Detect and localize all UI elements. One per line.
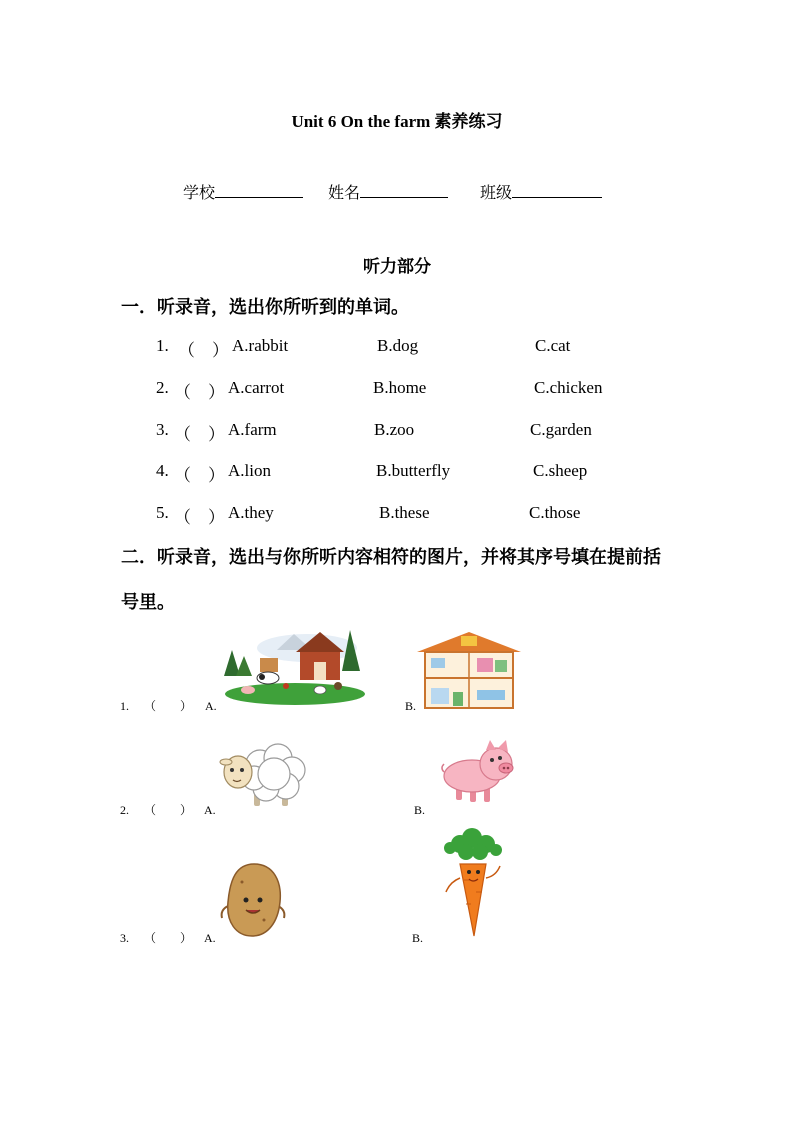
list-item-number: 3. — [156, 420, 169, 439]
school-label: 学校 — [183, 185, 216, 202]
option-a: A.farm — [228, 420, 277, 439]
section-title: 听力部分 — [363, 257, 431, 276]
option-a-label: A. — [204, 931, 216, 945]
list-item-number: 4. — [156, 461, 169, 480]
name-field[interactable] — [328, 180, 448, 203]
part2-heading-line2: 号里。 — [121, 592, 175, 612]
part2-heading-line1: 二．听录音，选出与你所听内容相符的图片，并将其序号填在提前括 — [121, 547, 661, 567]
option-a: A.rabbit — [232, 336, 289, 355]
row-number: 2. — [120, 803, 129, 817]
option-a-label: A. — [204, 803, 216, 817]
list-item-number: 5. — [156, 503, 169, 522]
option-b: B.dog — [377, 336, 419, 355]
option-a-label: A. — [205, 699, 217, 713]
list-item-number: 1. — [156, 336, 169, 355]
answer-paren[interactable]: （ ） — [174, 383, 225, 402]
answer-paren[interactable]: （ ） — [144, 699, 193, 713]
option-c: C.garden — [530, 420, 592, 439]
option-c: C.those — [529, 503, 581, 522]
option-b: B.butterfly — [376, 461, 451, 480]
class-label: 班级 — [480, 185, 513, 202]
potato-picture[interactable] — [216, 860, 292, 940]
option-b: B.zoo — [374, 420, 415, 439]
option-a: A.they — [228, 503, 274, 522]
farm-scene-picture[interactable] — [222, 626, 368, 706]
option-b-label: B. — [414, 803, 426, 817]
option-b: B.home — [373, 378, 427, 397]
school-field[interactable] — [183, 180, 303, 203]
option-a: A.carrot — [228, 378, 285, 397]
option-b-label: B. — [412, 931, 424, 945]
option-c: C.cat — [535, 336, 571, 355]
option-b-label: B. — [405, 699, 417, 713]
name-label: 姓名 — [328, 185, 361, 202]
sheep-picture[interactable] — [220, 738, 306, 810]
option-c: C.chicken — [534, 378, 603, 397]
page-title: Unit 6 On the farm 素养练习 — [291, 112, 503, 131]
part1-heading: 一．听录音，选出你所听到的单词。 — [121, 297, 409, 317]
carrot-picture[interactable] — [438, 828, 508, 938]
pig-picture[interactable] — [440, 740, 516, 804]
answer-paren[interactable]: （ ） — [144, 931, 193, 945]
row-number: 1. — [120, 699, 129, 713]
option-c: C.sheep — [533, 461, 588, 480]
option-a: A.lion — [228, 461, 271, 480]
answer-paren[interactable]: （ ） — [174, 425, 225, 444]
answer-paren[interactable]: （ ） — [174, 508, 225, 527]
answer-paren[interactable]: （ ） — [174, 466, 225, 485]
answer-paren[interactable]: （ ） — [144, 803, 193, 817]
answer-paren[interactable]: （ ） — [178, 341, 229, 360]
class-field[interactable] — [480, 180, 602, 203]
list-item-number: 2. — [156, 378, 169, 397]
school-blank[interactable] — [215, 183, 303, 198]
option-b: B.these — [379, 503, 430, 522]
row-number: 3. — [120, 931, 129, 945]
name-blank[interactable] — [360, 183, 448, 198]
house-cutaway-picture[interactable] — [417, 632, 521, 708]
class-blank[interactable] — [512, 183, 602, 198]
